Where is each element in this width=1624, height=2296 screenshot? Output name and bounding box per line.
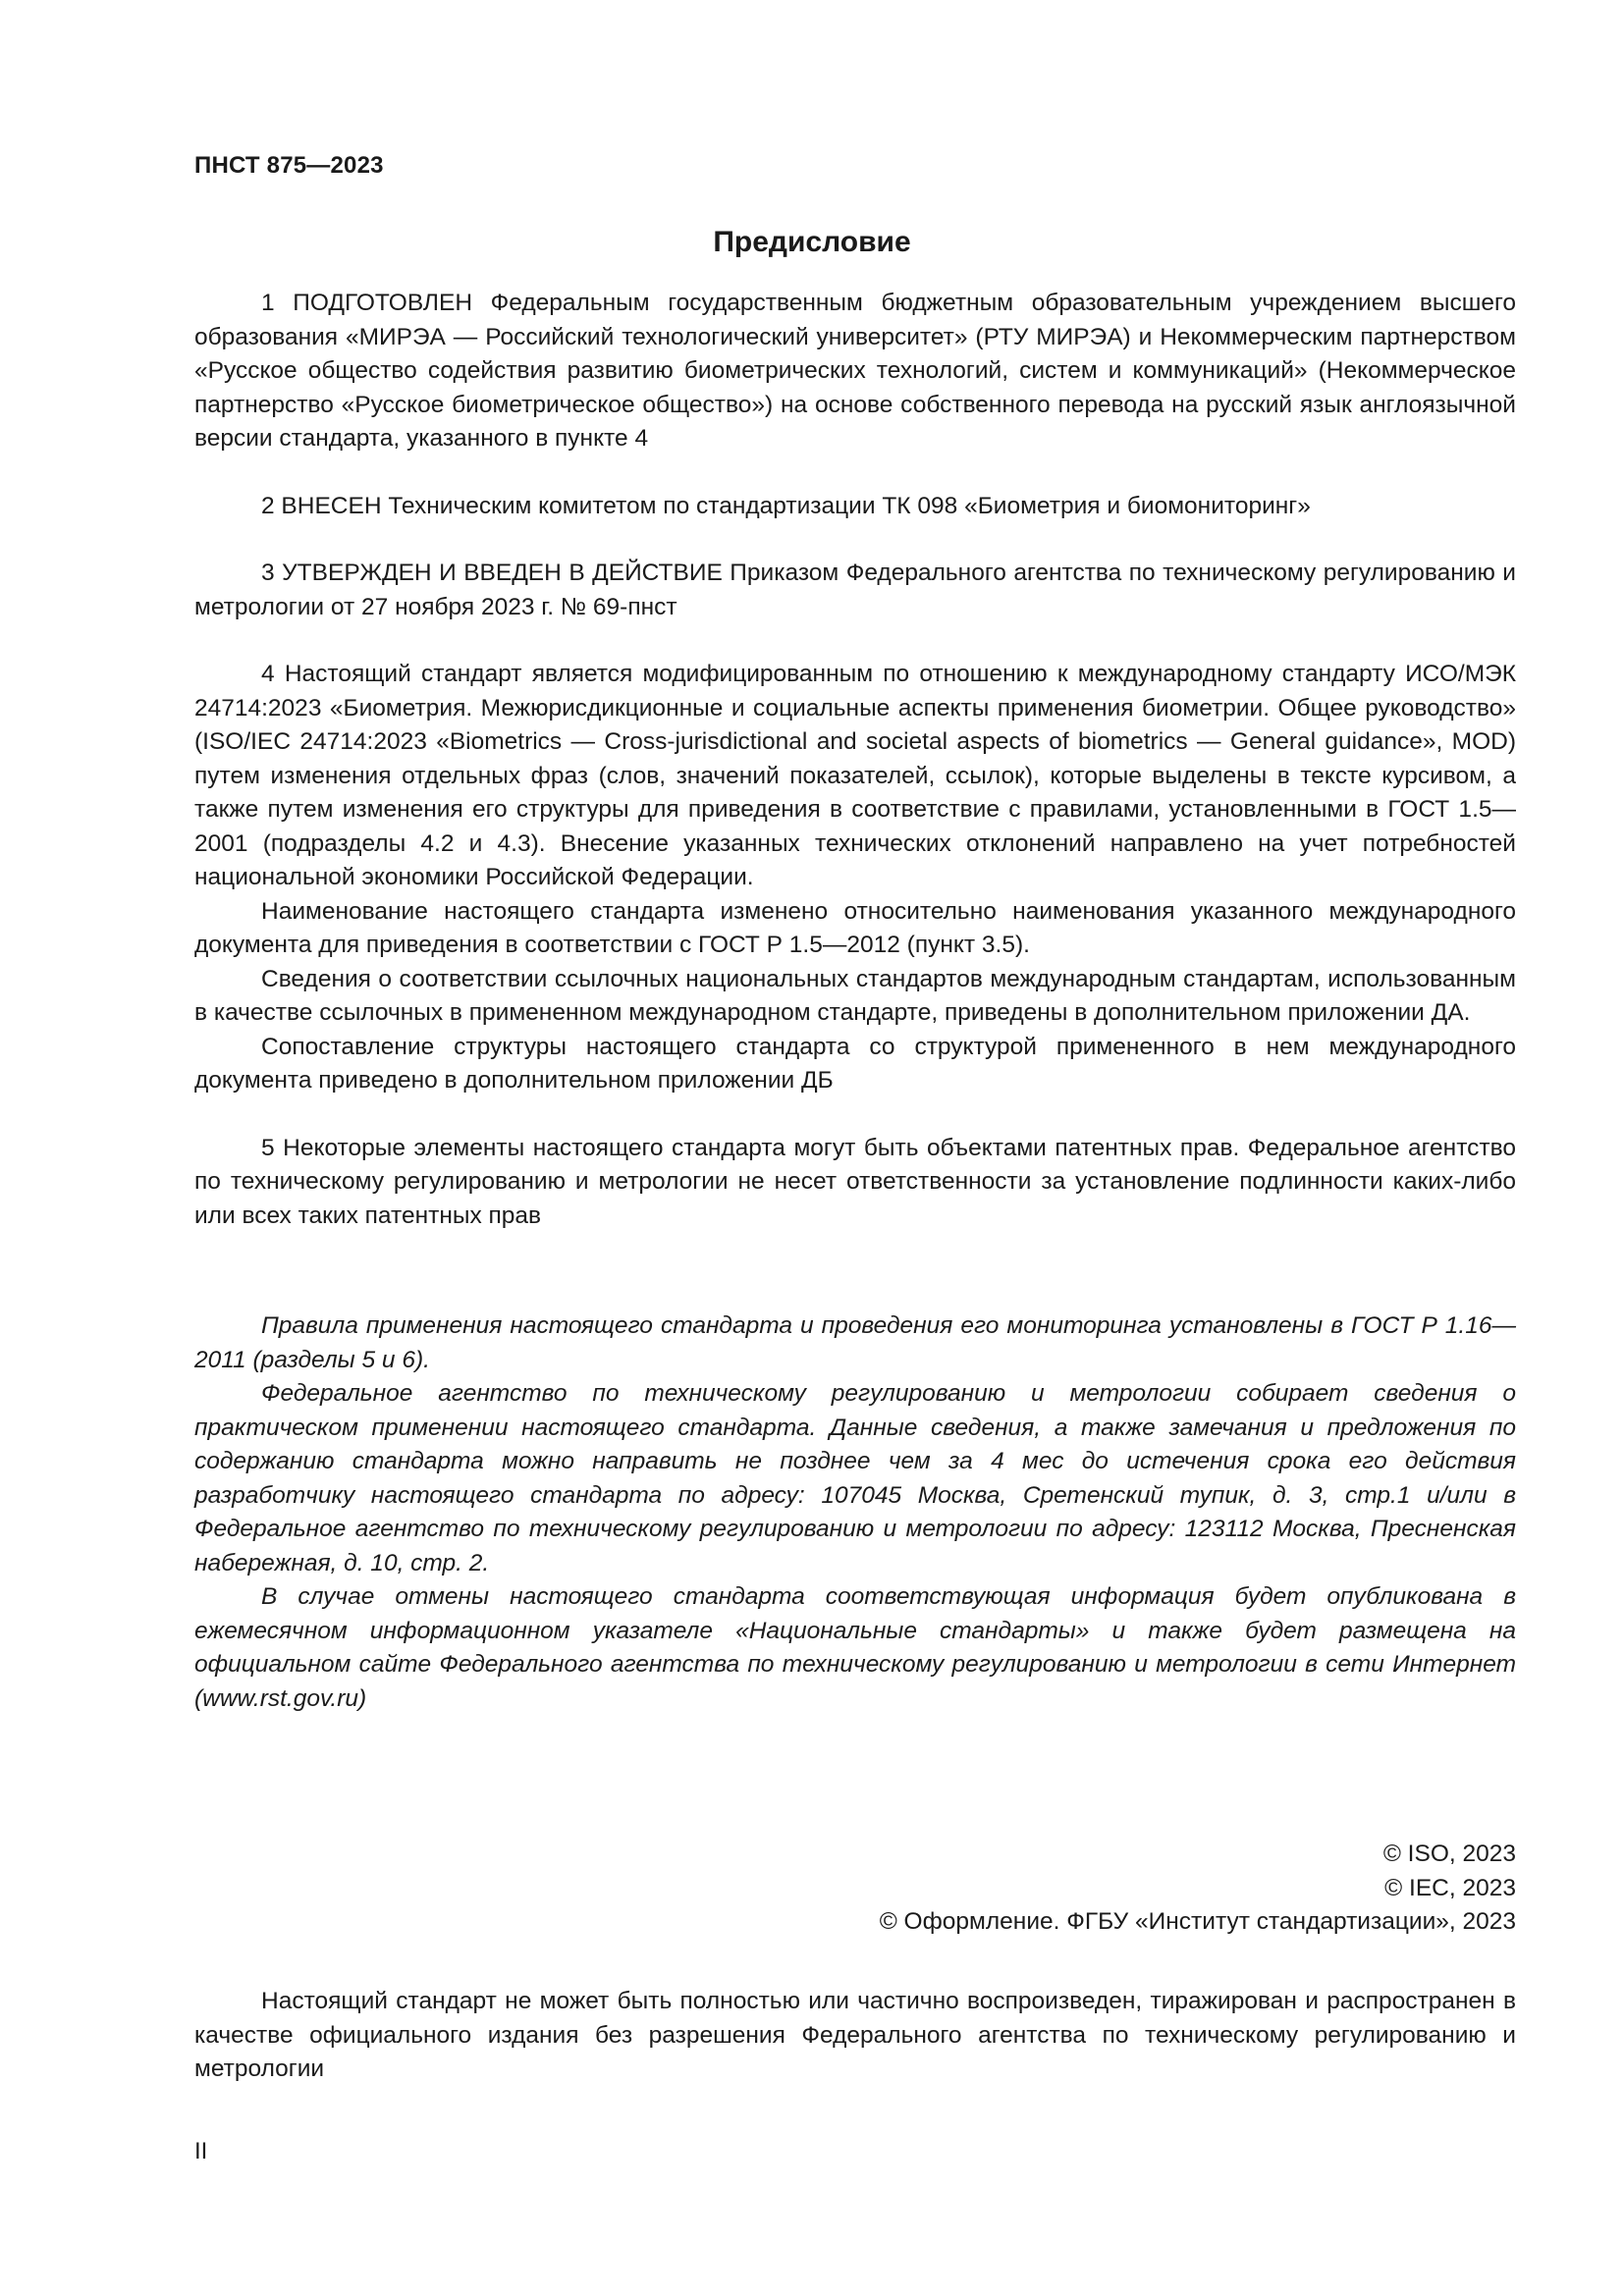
foreword-body (194, 287, 1516, 1716)
section-1-prepared: 1 ПОДГОТОВЛЕН Федеральным государственным бюджетным образовательным учреждением высшего образования «МИРЭА — Российский технологический университет» (РТУ МИРЭА) и Некоммерческим партнерством «Русское общество содействия развитию биометрических технологий, систем и коммуникаций» (Некоммерческое партнерство «Русское биометрическое общество») на основе собственного перевода на русский язык англоязычной версии стандарта, указанного в пункте 4 (194, 290, 1516, 452)
page-number: II (194, 2138, 208, 2164)
section-5-patents: 5 Некоторые элементы настоящего стандарта могут быть объектами патентных прав. Федеральное агентство по техническому регулированию и метрологии не несет ответственности за установление подлинности каких-либо или всех таких патентных прав (194, 1134, 1516, 1229)
notice-text: Настоящий стандарт не может быть полностью или частично воспроизведен, тиражирован и распространен в качестве официального издания без разрешения Федерального агентства по техническому регулированию и метрологии (194, 1988, 1516, 2082)
section-4-references: Сведения о соответствии ссылочных национальных стандартов международным стандартам, использованным в качестве ссылочных в примененном международном стандарте, приведены в дополнительном приложении ДА. (194, 965, 1516, 1026)
rules-paragraph-2: Федеральное агентство по техническому регулированию и метрологии собирает сведения о практическом применении настоящего стандарта. Данные сведения, а также замечания и предложения по содержанию стандарта можно направить не позднее чем за 4 мес до истечения срока его действия разработчику настоящего стандарта по адресу: 107045 Москва, Сретенский тупик, д. 3, стр.1 и/или в Федеральное агентство по техническому регулированию и метрологии по адресу: 123112 Москва, Пресненская набережная, д. 10, стр. 2. (194, 1380, 1516, 1576)
section-4-modification: 4 Настоящий стандарт является модифицированным по отношению к международному стандарту ИСО/МЭК 24714:2023 «Биометрия. Межюрисдикционные и социальные аспекты применения биометрии. Общее руководство» (ISO/IEC 24714:2023 «Biometrics — Cross-jurisdictional and societal aspects of biometrics — General guidance», MOD) путем изменения отдельных фраз (слов, значений показателей, ссылок), которые выделены в тексте курсивом, а также путем изменения его структуры для приведения в соответствие с правилами, установленными в ГОСТ 1.5—2001 (подразделы 4.2 и 4.3). Внесение указанных технических отклонений направлено на учет потребностей национальной экономики Российской Федерации. (194, 661, 1516, 890)
application-rules (194, 1309, 1516, 1716)
section-3-approved: 3 УТВЕРЖДЕН И ВВЕДЕН В ДЕЙСТВИЕ Приказом Федерального агентства по техническому регулированию и метрологии от 27 ноября 2023 г. № 69-пнст (194, 560, 1516, 620)
section-4-structure: Сопоставление структуры настоящего стандарта со структурой примененного в нем международного документа приведено в дополнительном приложении ДБ (194, 1033, 1516, 1094)
section-2-introduced: 2 ВНЕСЕН Техническим комитетом по стандартизации ТК 098 «Биометрия и биомониторинг» (261, 492, 1311, 519)
section-4-title-change: Наименование настоящего стандарта изменено относительно наименования указанного международного документа для приведения в соответствии с ГОСТ Р 1.5—2012 (пункт 3.5). (194, 897, 1516, 958)
rules-paragraph-3: В случае отмены настоящего стандарта соответствующая информация будет опубликована в ежемесячном информационном указателе «Национальные стандарты» и также будет размещена на официальном сайте Федерального агентства по техническому регулированию и метрологии в сети Интернет (www.rst.gov.ru) (194, 1583, 1516, 1712)
copyright-iso: © ISO, 2023 (1382, 1841, 1516, 1867)
reproduction-notice (194, 1985, 1516, 2087)
rules-paragraph-1: Правила применения настоящего стандарта и проведения его мониторинга установлены в ГОСТ Р 1.16—2011 (разделы 5 и 6). (194, 1312, 1516, 1373)
copyright-iec: © IEC, 2023 (1384, 1874, 1516, 1901)
document-code: ПНСТ 875—2023 (194, 152, 384, 179)
copyright-block (880, 1838, 1516, 1940)
page-title: Предисловие (713, 226, 911, 258)
copyright-fgbu: © Оформление. ФГБУ «Институт стандартизации», 2023 (879, 1908, 1516, 1935)
